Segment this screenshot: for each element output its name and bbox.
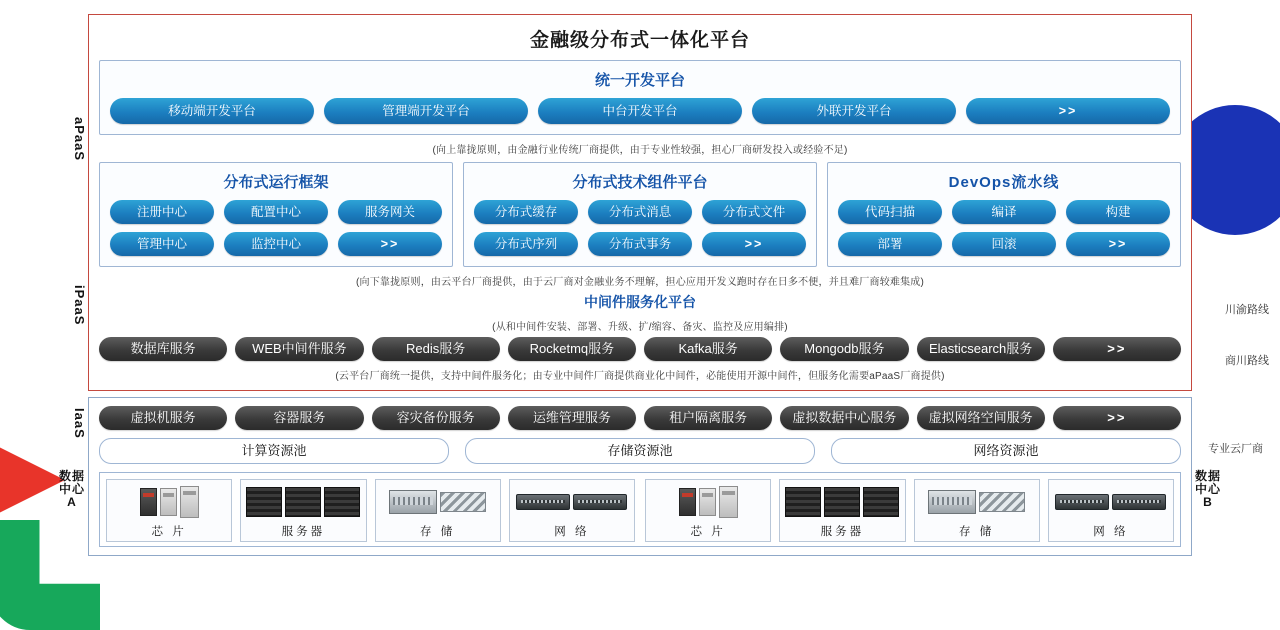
distributed-components-row-1 <box>474 200 806 224</box>
pill-rocketmq-service[interactable]: Rocketmq服务 <box>508 337 636 361</box>
rail-label-datacenter-b: 数据中心B <box>1195 469 1222 509</box>
pill-mobile-dev-platform[interactable]: 移动端开发平台 <box>110 98 314 124</box>
middleware-services-row <box>99 337 1181 361</box>
side-note-route-bottom: 商川路线 <box>1225 355 1269 367</box>
pill-distributed-message[interactable]: 分布式消息 <box>588 200 692 224</box>
hardware-label: 服务器 <box>820 526 865 538</box>
unified-dev-platform-row <box>110 98 1170 124</box>
devops-pipeline-title: DevOps流水线 <box>948 174 1060 191</box>
pill-devops-more[interactable]: >> <box>1066 232 1170 256</box>
hardware-frame <box>99 472 1181 547</box>
server-icon <box>243 483 363 521</box>
pill-distributed-transaction[interactable]: 分布式事务 <box>588 232 692 256</box>
pill-registry-center[interactable]: 注册中心 <box>110 200 214 224</box>
pill-midend-dev-platform[interactable]: 中台开发平台 <box>538 98 742 124</box>
pill-middleware-more[interactable]: >> <box>1053 337 1181 361</box>
paas-panel <box>72 14 1269 391</box>
devops-pipeline-section <box>827 162 1181 267</box>
side-note-route-top: 川渝路线 <box>1225 304 1269 316</box>
hardware-label: 存 储 <box>959 526 995 538</box>
devops-pipeline-row-1 <box>838 200 1170 224</box>
hardware-label: 服务器 <box>281 526 326 538</box>
pill-service-gateway[interactable]: 服务网关 <box>338 200 442 224</box>
distributed-runtime-section <box>99 162 453 267</box>
distributed-runtime-row-2 <box>110 232 442 256</box>
pill-iaas-more[interactable]: >> <box>1053 406 1181 430</box>
middleware-note-bottom: (云平台厂商统一提供，支持中间件服务化；由专业中间件厂商提供商业化中间件，必能使用开源中间件，但服务化需要aPaaS厂商提供) <box>335 371 945 382</box>
network-icon <box>1051 483 1171 521</box>
pill-build[interactable]: 构建 <box>1066 200 1170 224</box>
chip-icon <box>109 483 229 521</box>
middleware-title: 中间件服务化平台 <box>584 294 696 310</box>
middleware-note-sub: (从和中间件安装、部署、升级、扩/缩容、备灾、监控及应用编排) <box>492 322 788 333</box>
distributed-components-title: 分布式技术组件平台 <box>572 174 708 191</box>
hardware-storage-b <box>914 479 1040 542</box>
pill-distributed-sequence[interactable]: 分布式序列 <box>474 232 578 256</box>
pool-compute[interactable]: 计算资源池 <box>99 438 449 464</box>
decorative-green-shape <box>0 520 100 630</box>
side-note-vendor: 专业云厂商 <box>1208 443 1263 455</box>
pill-mongodb-service[interactable]: Mongodb服务 <box>780 337 908 361</box>
resource-pools-row <box>99 438 1181 464</box>
hardware-label: 芯 片 <box>151 526 187 538</box>
hardware-chip-b <box>645 479 771 542</box>
server-icon <box>782 483 902 521</box>
pill-code-scan[interactable]: 代码扫描 <box>838 200 942 224</box>
rail-label-datacenter-a: 数据中心A <box>59 469 86 509</box>
iaas-services-row <box>99 406 1181 430</box>
hardware-network-b <box>1048 479 1174 542</box>
pill-distributed-cache[interactable]: 分布式缓存 <box>474 200 578 224</box>
pool-network[interactable]: 网络资源池 <box>831 438 1181 464</box>
pill-runtime-more[interactable]: >> <box>338 232 442 256</box>
page-title: 金融级分布式一体化平台 <box>529 30 750 51</box>
pill-unified-dev-more[interactable]: >> <box>966 98 1170 124</box>
pill-web-middleware-service[interactable]: WEB中间件服务 <box>235 337 363 361</box>
hardware-network-a <box>509 479 635 542</box>
chip-icon <box>648 483 768 521</box>
hardware-group-b <box>645 479 1174 542</box>
hardware-label: 网 络 <box>554 526 590 538</box>
pill-management-center[interactable]: 管理中心 <box>110 232 214 256</box>
iaas-panel <box>59 397 1263 556</box>
storage-icon <box>917 483 1037 521</box>
devops-pipeline-row-2 <box>838 232 1170 256</box>
architecture-diagram <box>59 14 1269 538</box>
pool-storage[interactable]: 存储资源池 <box>465 438 815 464</box>
pill-virtual-datacenter-service[interactable]: 虚拟数据中心服务 <box>780 406 908 430</box>
hardware-group-a <box>106 479 635 542</box>
hardware-label: 网 络 <box>1093 526 1129 538</box>
pill-virtual-network-service[interactable]: 虚拟网络空间服务 <box>917 406 1045 430</box>
pill-admin-dev-platform[interactable]: 管理端开发平台 <box>324 98 528 124</box>
hardware-label: 芯 片 <box>690 526 726 538</box>
pill-database-service[interactable]: 数据库服务 <box>99 337 227 361</box>
pill-container-service[interactable]: 容器服务 <box>235 406 363 430</box>
pill-external-dev-platform[interactable]: 外联开发平台 <box>752 98 956 124</box>
distributed-runtime-row-1 <box>110 200 442 224</box>
rail-label-ipaas: iPaaS <box>72 285 87 326</box>
pill-monitoring-center[interactable]: 监控中心 <box>224 232 328 256</box>
pill-distributed-file[interactable]: 分布式文件 <box>702 200 806 224</box>
distributed-components-section <box>463 162 817 267</box>
pill-deploy[interactable]: 部署 <box>838 232 942 256</box>
pill-kafka-service[interactable]: Kafka服务 <box>644 337 772 361</box>
network-icon <box>512 483 632 521</box>
distributed-runtime-title: 分布式运行框架 <box>223 174 329 191</box>
hardware-label: 存 储 <box>420 526 456 538</box>
storage-icon <box>378 483 498 521</box>
distributed-components-row-2 <box>474 232 806 256</box>
hardware-chip-a <box>106 479 232 542</box>
pill-elasticsearch-service[interactable]: Elasticsearch服务 <box>917 337 1045 361</box>
hardware-storage-a <box>375 479 501 542</box>
hardware-server-a <box>240 479 366 542</box>
rail-label-iaas: IaaS <box>72 408 87 439</box>
pill-rollback[interactable]: 回滚 <box>952 232 1056 256</box>
pill-redis-service[interactable]: Redis服务 <box>372 337 500 361</box>
pill-dr-backup-service[interactable]: 容灾备份服务 <box>372 406 500 430</box>
pill-ops-management-service[interactable]: 运维管理服务 <box>508 406 636 430</box>
rail-label-apaas: aPaaS <box>72 117 87 162</box>
unified-dev-platform-title: 统一开发平台 <box>594 72 685 89</box>
middleware-note-top: (向下靠拢原则，由云平台厂商提供，由于云厂商对金融业务不理解，担心应用开发义跑时存在日多不便，并且难厂商较难集成) <box>355 277 925 288</box>
pill-vm-service[interactable]: 虚拟机服务 <box>99 406 227 430</box>
pill-components-more[interactable]: >> <box>702 232 806 256</box>
unified-dev-platform-section <box>99 60 1181 135</box>
unified-dev-platform-note: (向上靠拢原则，由金融行业传统厂商提供，由于专业性较强，担心厂商研发投入或经验不足) <box>432 145 848 156</box>
pill-config-center[interactable]: 配置中心 <box>224 200 328 224</box>
hardware-server-b <box>779 479 905 542</box>
platform-columns <box>99 162 1181 267</box>
pill-compile[interactable]: 编译 <box>952 200 1056 224</box>
pill-tenant-isolation-service[interactable]: 租户隔离服务 <box>644 406 772 430</box>
